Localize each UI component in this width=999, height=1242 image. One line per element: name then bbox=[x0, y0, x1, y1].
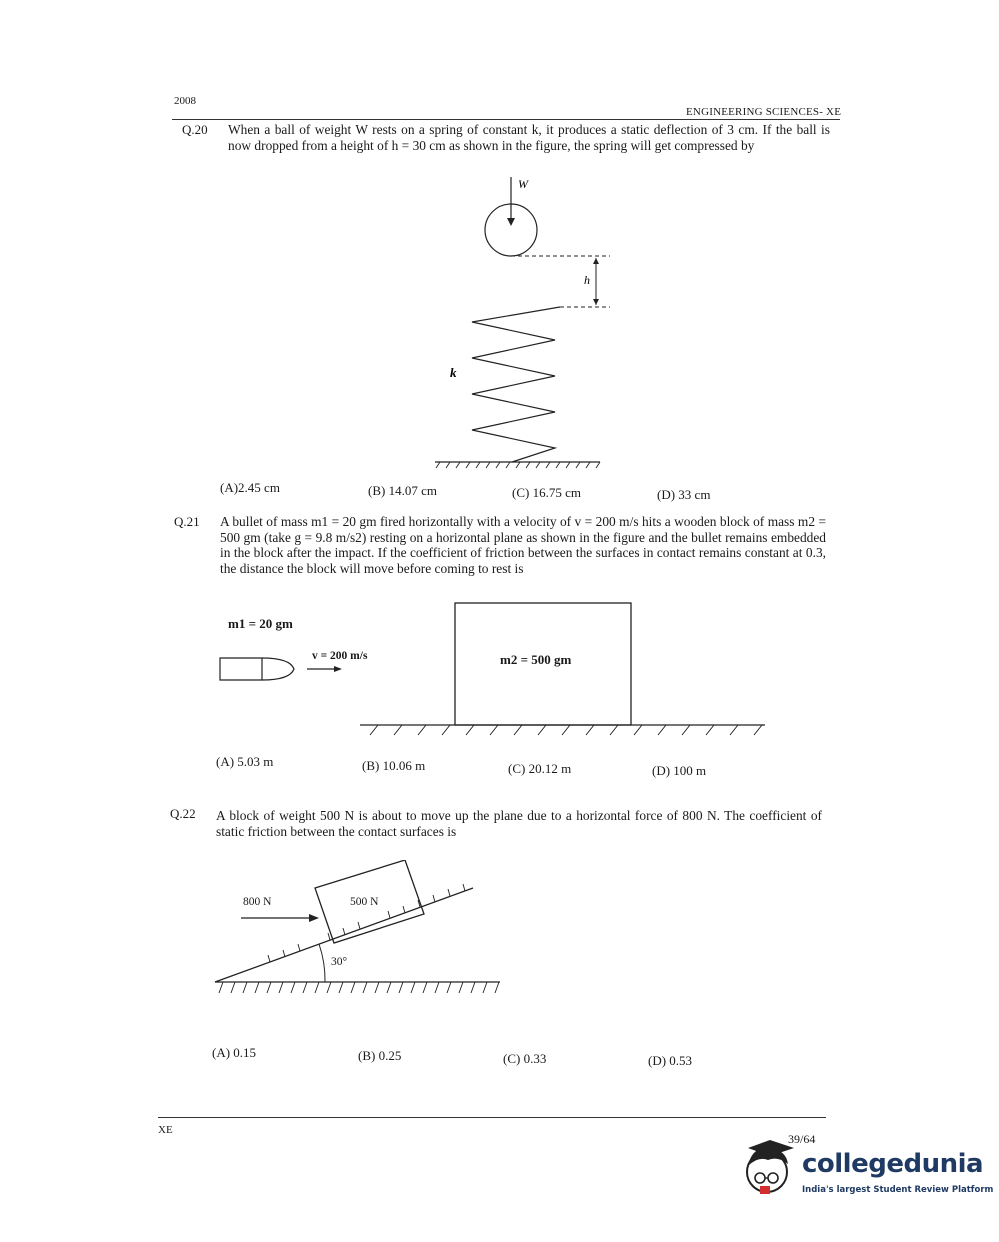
height-label: h bbox=[584, 273, 590, 287]
option-a[interactable]: (A)2.45 cm bbox=[220, 480, 280, 495]
option-c[interactable]: (C) 16.75 cm bbox=[512, 485, 581, 500]
footer-divider bbox=[158, 1117, 826, 1118]
option-d[interactable]: (D) 100 m bbox=[652, 763, 707, 778]
wooden-block bbox=[455, 603, 631, 725]
question-text: When a ball of weight W rests on a spring of constant k, it produces a static deflection of 3 cm. If the ball is now dropped from a height of h = 30 cm as shown in the figure, the spring will get compressed by bbox=[228, 122, 830, 153]
header-divider bbox=[172, 119, 840, 120]
inclined-plane bbox=[215, 888, 473, 982]
footer-code: XE bbox=[158, 1124, 173, 1136]
question-text: A bullet of mass m1 = 20 gm fired horizontally with a velocity of v = 200 m/s hits a wooden block of mass m2 = 500 gm (take g = 9.8 m/s2) resting on a horizontal plane as shown in the figure and the bullet remains embedded in the block after the impact. If the coefficient of friction between the surfaces in contact remains constant at 0.3, the distance the block will move before coming to rest is bbox=[220, 514, 826, 576]
weight-label: W bbox=[518, 177, 528, 191]
block-mass-label: m2 = 500 gm bbox=[500, 652, 572, 667]
brand-name: collegedunia bbox=[802, 1149, 984, 1179]
option-b[interactable]: (B) 0.25 bbox=[358, 1048, 402, 1063]
question-number: Q.22 bbox=[170, 806, 196, 821]
brand-tagline: India's largest Student Review Platform bbox=[802, 1185, 994, 1195]
question-text: A block of weight 500 N is about to move up the plane due to a horizontal force of 800 N. The coefficient of static friction between the contact surfaces is bbox=[216, 808, 822, 839]
velocity-label: v = 200 m/s bbox=[312, 650, 368, 662]
option-a[interactable]: (A) 0.15 bbox=[212, 1045, 257, 1060]
option-a[interactable]: (A) 5.03 m bbox=[216, 754, 274, 769]
inclined-block bbox=[315, 860, 424, 943]
ground-hatching bbox=[219, 982, 499, 993]
incline-angle-label: 30° bbox=[331, 956, 348, 968]
ground-hatching bbox=[436, 462, 600, 468]
option-d[interactable]: (D) 0.53 bbox=[648, 1053, 693, 1068]
spring bbox=[472, 307, 560, 462]
bullet-block-figure bbox=[210, 595, 780, 745]
horizontal-force-label: 800 N bbox=[243, 896, 272, 908]
header-year: 2008 bbox=[174, 95, 196, 107]
block-weight-label: 500 N bbox=[350, 896, 379, 908]
question-number: Q.20 bbox=[182, 122, 208, 137]
option-b[interactable]: (B) 10.06 m bbox=[362, 758, 426, 773]
incline-hatching bbox=[268, 884, 465, 962]
inclined-plane-figure bbox=[205, 860, 515, 1000]
angle-arc bbox=[319, 944, 325, 982]
spring-ball-figure bbox=[420, 172, 620, 472]
bullet-mass-label: m1 = 20 gm bbox=[228, 616, 293, 631]
ground-hatching bbox=[370, 725, 762, 735]
page-number: 39/64 bbox=[788, 1132, 816, 1146]
spring-constant-label: k bbox=[450, 365, 457, 380]
option-c[interactable]: (C) 20.12 m bbox=[508, 761, 572, 776]
bullet bbox=[220, 658, 294, 680]
option-c[interactable]: (C) 0.33 bbox=[503, 1051, 547, 1066]
mascot-logo-icon bbox=[740, 1138, 800, 1198]
weight-arrowhead bbox=[507, 218, 515, 226]
header-title: ENGINEERING SCIENCES- XE bbox=[686, 106, 842, 118]
option-d[interactable]: (D) 33 cm bbox=[657, 487, 711, 502]
option-b[interactable]: (B) 14.07 cm bbox=[368, 483, 437, 498]
question-number: Q.21 bbox=[174, 514, 200, 529]
